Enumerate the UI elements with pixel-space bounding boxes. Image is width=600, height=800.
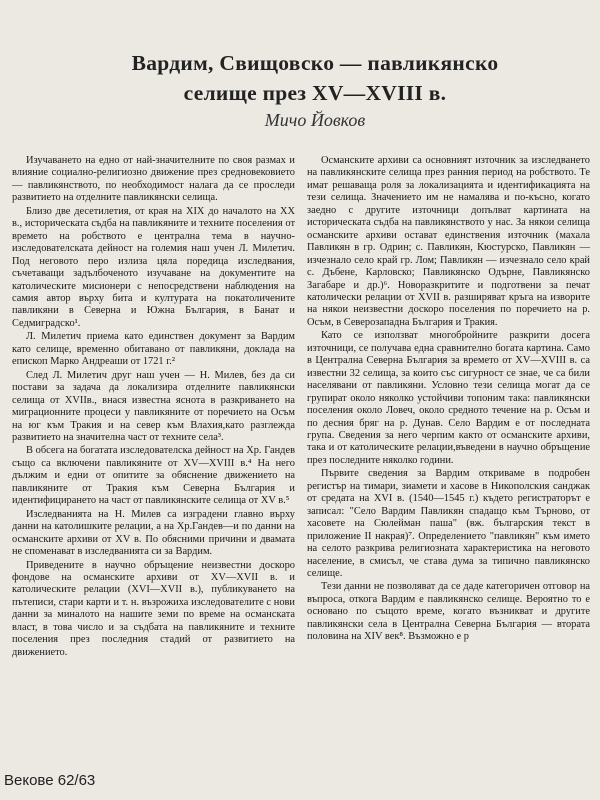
right-column: [307, 155, 590, 645]
paragraph: Изследванията на Н. Милев са изградени главно върху данни на католишките релации, а на Хр.Гандев—и по данни на османските архиви от XV в. По обясними причини и двамата не споменават в изследванията си за Вардим.: [12, 508, 295, 558]
paragraph: Османските архиви са основният източник за изследването на павликянските селища през ранния период на робството. Те имат решаваща роля за локализацията и идентификацията на тези селища. Значението им не намалява и по-късно, когато заедно с другите източници допълват картината на историческата съдба на павликянството у нас. За някои селища османските архиви остават единствения източник (махала Павликян в гр. Одрин; с. Павликян, Кюстурско, Павликян — изчезнало село край гр. Лом; Павликян — изчезнало село край с. Дъбене, Карловско; Павликянско Одърне, Павликянско Загабаре и др.)⁶. Новоразкритите и подготвени за печат католически релации от XVII в. разширяват кръга на изворите на някои неизвестни доскоро поселения по поречието на р. Осъм, в Северозападна България и Тракия.: [307, 155, 590, 328]
article-title: [90, 48, 540, 108]
title-line-1: Вардим, Свищовско — павликянско: [131, 51, 499, 75]
paragraph: След Л. Милетич друг наш учен — Н. Милев, без да си постави за задача да локализира отделните павликянски селища от XVIIв., внася известна яснота в разкриването на миграционните процеси у павликяните от поречието на Осъм на юг към Тракия и на север към Влахия,като разглежда развитието на значителна част от техните села³.: [12, 369, 295, 443]
paragraph: Първите сведения за Вардим откриваме в подробен регистър на тимари, зиамети и хасове в Никополския санджак от средата на XVI в. (1540—1545 г.) където регистраторът е записал: "Село Вардим Павликян спадащо към Търново, от хасовете на Сюлейман паша" (вж. българския текст в приложение II накрая)⁷. Определението "павликян" към името на селото разкрива религиозната характеристика на неговото население, в смисъл, че става дума за типично павликянско селище.: [307, 468, 590, 579]
left-column: [12, 155, 295, 660]
paragraph: Като се използват многобройните разкрити досега източници, се получава една сравнително богата картина. Само в Централна Северна България за времето от XV—XVIII в. са известни 32 селища, за които със сигурност се знае, че са били населявани от павликяни. Условно тези селища могат да се групират около няколко устойчиви топоним така: павликянски поселения около Ловеч, около средното течение на р. Осъм и по десния бряг на р. Дунав. Село Вардим е от последната група. Сведения за него черпим както от османските архиви, така и от католическите релации,въведени в научно обръщение през последните няколко години.: [307, 330, 590, 466]
page-footer: Векове 62/63: [4, 772, 96, 789]
paragraph: Л. Милетич приема като единствен документ за Вардим като селище, временно обитавано от павликяни, доклада на епископ Марко Андреаши от 1721 г.²: [12, 331, 295, 368]
paragraph: Приведените в научно обръщение неизвестни доскоро фондове на османските архиви от XV—XVII в. и католическите релации (XVI—XVII в.), публикуването на пътеписи, стари карти и т. н. възрожиха изследователите с нови данни за миналото на нашите земи по време на османската власт, в това число и за съдбата на павликяните и техните поселения през последния стадий от развитието на движението.: [12, 559, 295, 658]
author-name: Мичо Йовков: [264, 110, 366, 130]
title-line-2: селище през XV—XVIII в.: [183, 81, 447, 105]
paragraph: Изучаването на едно от най-значителните по своя размах и влияние социално-религиозно движение през средновековието — павликянството, по необходимост налага да се проследи развитието на отделните павликянски селища.: [12, 155, 295, 204]
paragraph: Близо две десетилетия, от края на XIX до началото на XX в., историческата съдба на павликяните и техните поселения от времето на робството е централна тема в научно-изследователската дейност на големия наш учен Л. Милетич. Под неговото перо излиза цяла поредица изследвания, съчетаващи задълбоченото изучаване на документите на католическите мисионери с непосредствени наблюдения на самия автор върху бита и културата на покатоличените павликяни в Северна и Южна България, в Банат и Седмиградско¹.: [12, 205, 295, 329]
paragraph: В обсега на богатата изследователска дейност на Хр. Гандев също са включени павликяните от XV—XVIII в.⁴ На него дължим и едни от опитите за обяснение движението на павликяните от Тракия към Северна България и идентифицирането на част от павликянските селища от XV в.⁵: [12, 445, 295, 507]
paragraph: Тези данни не позволяват да се даде категоричен отговор на въпроса, откога Вардим е павликянско селище. Вероятно то е основано по същото време, когато възникват и другите павликянски села в Централна Северна България — втората половина на XIV век⁸. Възможно е р: [307, 581, 590, 643]
